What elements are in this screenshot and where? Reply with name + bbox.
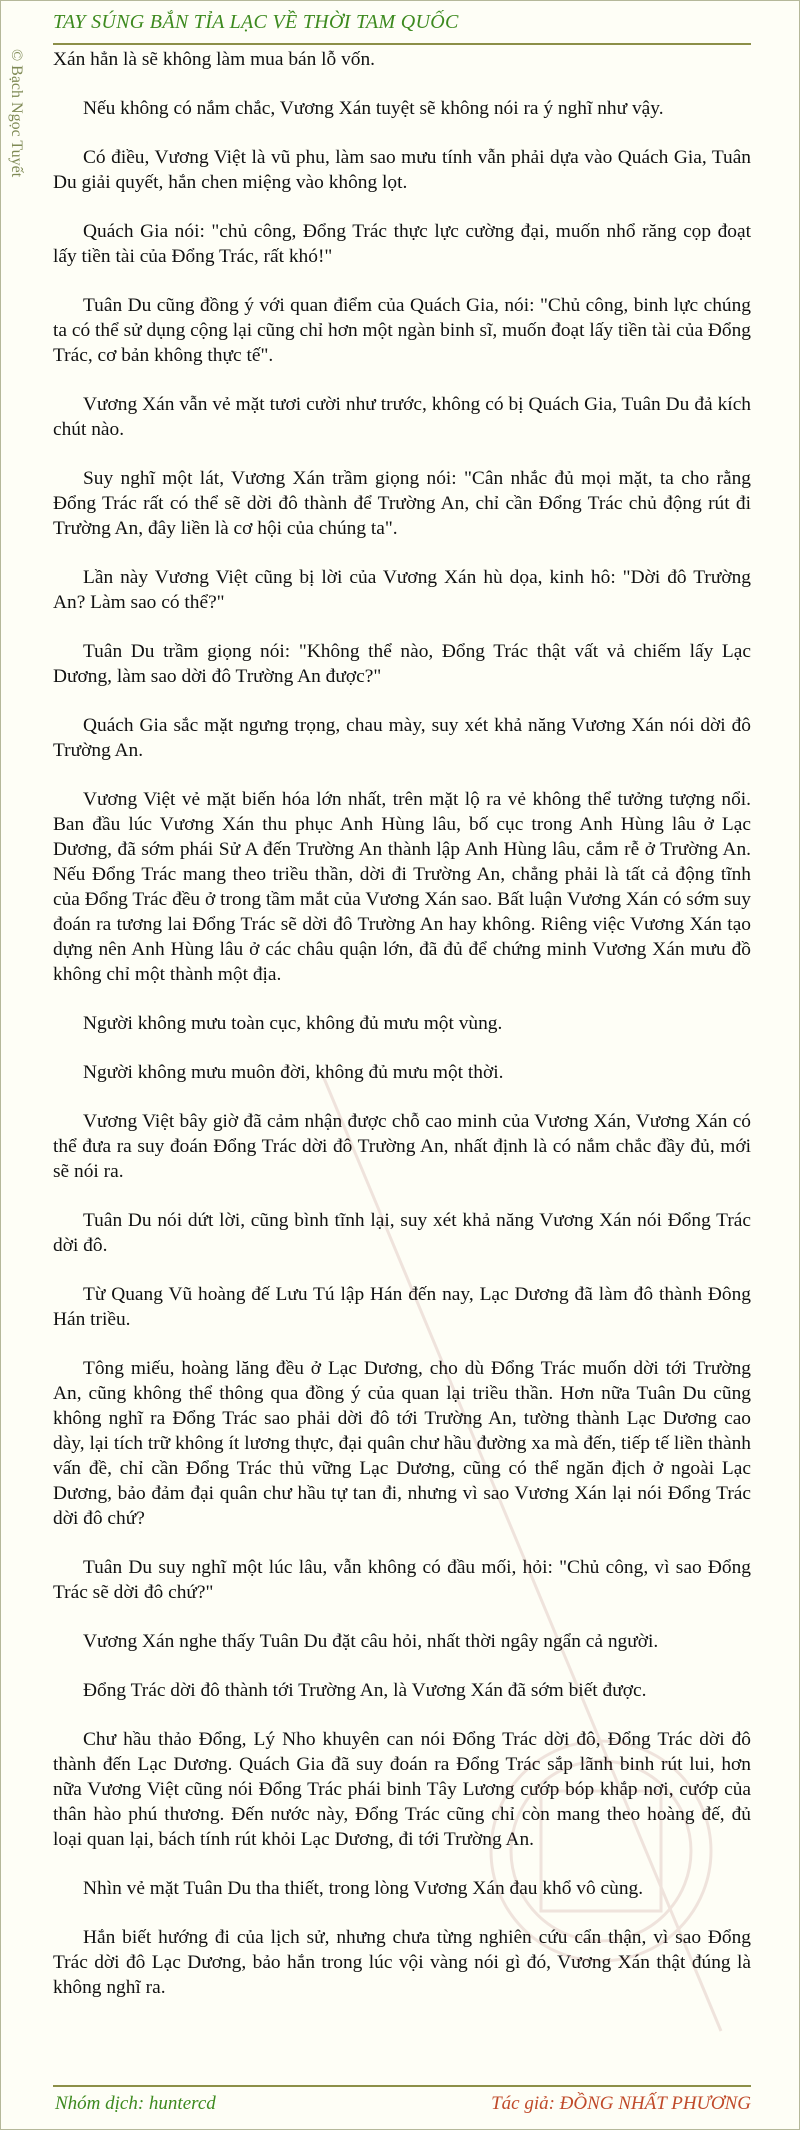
- paragraph: Lần này Vương Việt cũng bị lời của Vương Xán hù dọa, kinh hô: "Dời đô Trường An? Làm sao có thể?": [53, 567, 751, 613]
- paragraph: Tông miếu, hoàng lăng đều ở Lạc Dương, cho dù Đổng Trác muốn dời tới Trường An, cũng không thể thông qua đồng ý của quan lại triều thần. Hơn nữa Tuân Du cũng không nghĩ ra Đổng Trác sao phải dời đô tới Trường An, tường thành Lạc Dương cao dày, lại tích trữ không ít lương thực, đại quân chư hầu đường xa mà đến, tiếp tế liền thành vấn đề, chỉ cần Đổng Trác thủ vững Lạc Dương, cũng có thể ngăn địch ở ngoài Lạc Dương, bảo đảm đại quân chư hầu tự tan đi, nhưng vì sao Vương Xán lại nói Đổng Trác dời đô chứ?: [53, 1358, 751, 1529]
- page-footer: [53, 2085, 751, 2121]
- book-title: TAY SÚNG BẮN TỈA LẠC VỀ THỜI TAM QUỐC: [53, 11, 459, 33]
- paragraph: Suy nghĩ một lát, Vương Xán trầm giọng nói: "Cân nhắc đủ mọi mặt, ta cho rằng Đổng Trác rất có thể sẽ dời đô thành để Trường An, chỉ cần Đổng Trác chủ động rút đi Trường An, đây liền là cơ hội của chúng ta".: [53, 468, 751, 539]
- paragraph: Người không mưu muôn đời, không đủ mưu một thời.: [83, 1062, 504, 1083]
- paragraph: Xán hẳn là sẽ không làm mua bán lỗ vốn.: [53, 49, 376, 70]
- paragraph: Tuân Du nói dứt lời, cũng bình tĩnh lại, suy xét khả năng Vương Xán nói Đổng Trác dời đô.: [53, 1210, 751, 1256]
- author-credit: Tác giả: ĐỒNG NHẤT PHƯƠNG: [491, 2093, 751, 2114]
- page-header: [53, 9, 751, 45]
- paragraph: Vương Xán vẫn vẻ mặt tươi cười như trước, không có bị Quách Gia, Tuân Du đả kích chút nào.: [53, 394, 751, 440]
- paragraph: Chư hầu thảo Đổng, Lý Nho khuyên can nói Đổng Trác dời đô, Đổng Trác dời đô thành đến Lạc Dương. Quách Gia đã suy đoán ra Đổng Trác sắp lãnh binh rút lui, hơn nữa Vương Việt cũng nói Đổng Trác phái binh Tây Lương cướp bóp khắp nơi, cướp của thân hào phú thương. Đến nước này, Đổng Trác cũng chỉ còn mang theo hoàng đế, đủ loại quan lại, bách tính rút khỏi Lạc Dương, đi tới Trường An.: [53, 1729, 751, 1850]
- paragraph: Quách Gia sắc mặt ngưng trọng, chau mày, suy xét khả năng Vương Xán nói dời đô Trường An.: [53, 715, 751, 761]
- translator-credit: Nhóm dịch: huntercd: [55, 2093, 216, 2114]
- copyright-text: © Bạch Ngọc Tuyết: [8, 49, 25, 178]
- paragraph: Vương Việt bây giờ đã cảm nhận được chỗ cao minh của Vương Xán, Vương Xán có thể đưa ra suy đoán Đổng Trác dời đô Trường An, nhất định là có nắm chắc đầy đủ, mới sẽ nói ra.: [53, 1111, 751, 1182]
- paragraph: Từ Quang Vũ hoàng đế Lưu Tú lập Hán đến nay, Lạc Dương đã làm đô thành Đông Hán triều.: [53, 1284, 751, 1330]
- paragraph: Tuân Du cũng đồng ý với quan điểm của Quách Gia, nói: "Chủ công, binh lực chúng ta có thể sử dụng cộng lại cũng chỉ hơn một ngàn binh sĩ, muốn đoạt lấy tiền tài của Đổng Trác, cơ bản không thực tế".: [53, 295, 751, 366]
- paragraph: Quách Gia nói: "chủ công, Đổng Trác thực lực cường đại, muốn nhổ răng cọp đoạt lấy tiền tài của Đổng Trác, rất khó!": [53, 221, 751, 267]
- paragraph: Có điều, Vương Việt là vũ phu, làm sao mưu tính vẫn phải dựa vào Quách Gia, Tuân Du giải quyết, hắn chen miệng vào không lọt.: [53, 147, 751, 193]
- side-copyright: [8, 49, 39, 289]
- paragraph: Nếu không có nắm chắc, Vương Xán tuyệt sẽ không nói ra ý nghĩ như vậy.: [83, 98, 664, 119]
- paragraph: Tuân Du suy nghĩ một lúc lâu, vẫn không có đầu mối, hỏi: "Chủ công, vì sao Đổng Trác sẽ dời đô chứ?": [53, 1557, 751, 1603]
- paragraph: Hắn biết hướng đi của lịch sử, nhưng chưa từng nghiên cứu cẩn thận, vì sao Đổng Trác dời đô Lạc Dương, bảo hắn trong lúc vội vàng nói gì đó, Vương Xán thật đúng là không nghĩ ra.: [53, 1927, 751, 1998]
- paragraph: Vương Xán nghe thấy Tuân Du đặt câu hỏi, nhất thời ngây ngẩn cả người.: [83, 1631, 659, 1652]
- paragraph: Nhìn vẻ mặt Tuân Du tha thiết, trong lòng Vương Xán đau khổ vô cùng.: [83, 1878, 644, 1899]
- chapter-body: [53, 47, 751, 2065]
- paragraph: Đổng Trác dời đô thành tới Trường An, là Vương Xán đã sớm biết được.: [83, 1680, 647, 1701]
- paragraph: Người không mưu toàn cục, không đủ mưu một vùng.: [83, 1013, 503, 1034]
- paragraph: Tuân Du trầm giọng nói: "Không thể nào, Đổng Trác thật vất vả chiếm lấy Lạc Dương, làm sao dời đô Trường An được?": [53, 641, 751, 687]
- paragraph: Vương Việt vẻ mặt biến hóa lớn nhất, trên mặt lộ ra vẻ không thể tưởng tượng nổi. Ban đầu lúc Vương Xán thu phục Anh Hùng lâu, bố cục trong Anh Hùng lâu ở Lạc Dương, đã sớm phái Sử A đến Trường An thành lập Anh Hùng lâu, cắm rễ ở Trường An. Nếu Đổng Trác mang theo triều thần, dời đi Trường An, chẳng phải là tất cả động tĩnh của Đổng Trác đều ở trong tầm mắt của Vương Xán sao. Bất luận Vương Xán có sớm suy đoán ra tương lai Đổng Trác sẽ dời đô Trường An hay không. Riêng việc Vương Xán tạo dựng nên Anh Hùng lâu ở các châu quận lớn, đã đủ để chứng minh Vương Xán mưu đồ không chỉ một thành một địa.: [53, 789, 751, 985]
